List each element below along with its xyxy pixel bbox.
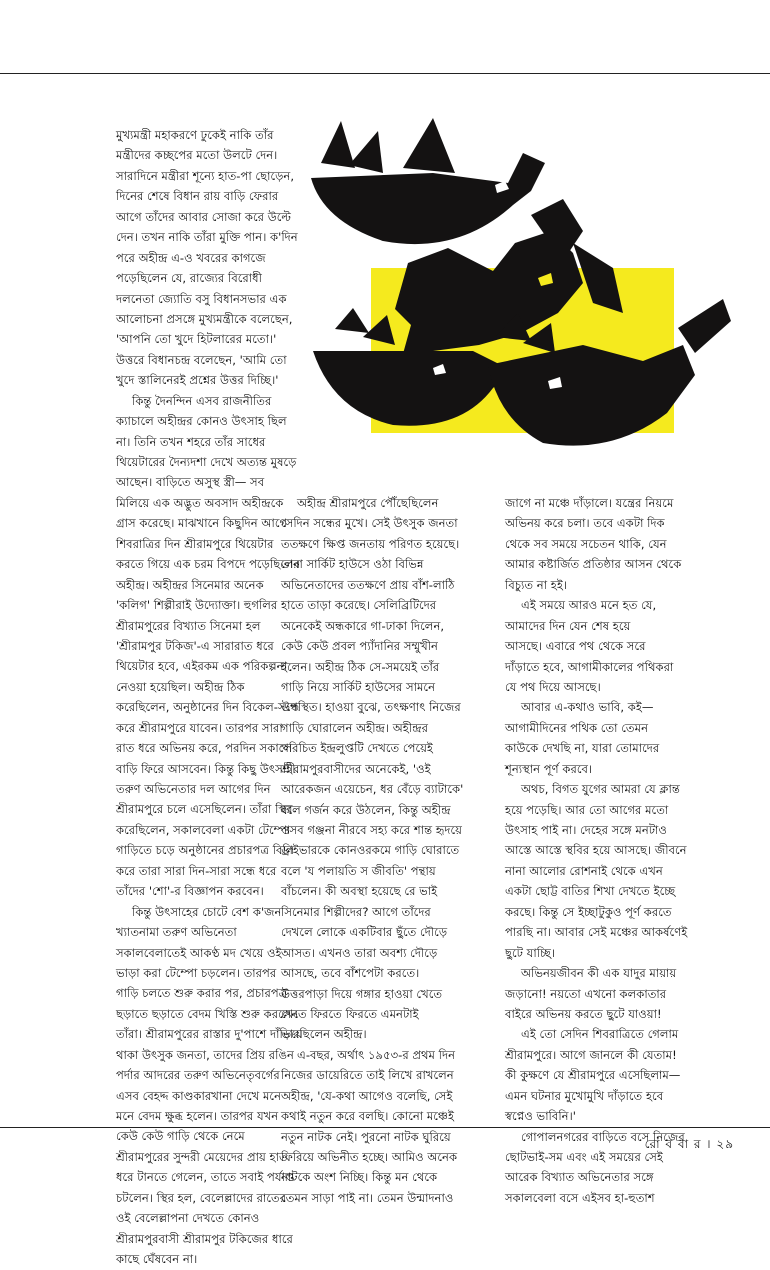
text-line: শ্রীরামপুরে। আগে জানলে কী যেতাম! <box>505 1047 677 1062</box>
text-line: অহীন্দ্র শ্রীরামপুরে পৌঁছেছিলেন <box>297 496 439 510</box>
text-line: বাঁচলেন। কী অবস্থা হয়েছে রে ভাই <box>281 884 438 899</box>
text-line: কাউকে দেখছি না, যারা তোমাদের <box>505 741 660 756</box>
text-line: কেউ কেউ প্রবল প্যাঁদানির সম্মুখীন <box>281 639 438 654</box>
footer-rule <box>0 1127 770 1128</box>
text-line: এই তো সেদিন শিবরাত্রিতে গেলাম <box>521 1027 679 1042</box>
text-line: ফিরিয়ে অভিনীত হচ্ছে। আমিও অনেক <box>281 1150 458 1164</box>
text-line: জড়ানো! নয়তো এখনো কলকাতার <box>505 986 667 1001</box>
text-line: থিয়েটার হবে, এইরকম এক পরিকল্পনা <box>116 659 287 674</box>
text-line: হলেন। অহীন্দ্র ঠিক সে-সময়েই তাঁর <box>281 659 440 674</box>
text-line: নতুন নাটক নেই। পুরনো নাটক ঘুরিয়ে <box>281 1129 451 1144</box>
text-line: ছড়াতে ছড়াতে বেদম খিস্তি শুরু করলেন <box>116 1006 299 1021</box>
text-line: করে তারা সারা দিন-সারা সন্ধে ধরে <box>116 863 277 878</box>
text-line: থেকে সব সময়ে সচেতন থাকি, যেন <box>505 536 667 551</box>
text-line: নিজের ডায়েরিতে তাই লিখে রাখলেন <box>281 1068 454 1083</box>
text-line: তাঁদের 'শো'-র বিজ্ঞাপন করবেন। <box>116 884 264 899</box>
text-line: বিচ্যুত না হই। <box>505 577 568 592</box>
text-line: অভিনয়জীবন কী এক যাদুর মায়ায় <box>521 966 677 981</box>
text-line: ভাবছিলেন অহীন্দ্র। <box>281 1027 367 1042</box>
article-column-1 <box>116 125 303 1270</box>
text-line: গোপালনগরের বাড়িতে বসে নিজের <box>521 1129 685 1144</box>
text-line: আরেক বিখ্যাত অভিনেতার সঙ্গে <box>505 1170 654 1185</box>
text-line: বাড়ি ফিরে আসবেন। কিন্তু কিছু উৎসাহী <box>116 761 296 776</box>
text-line: বলে 'য পলায়তি স জীবতি' পন্থায় <box>281 863 436 878</box>
text-line: করতে গিয়ে এক চরম বিপদে পড়েছিলেন <box>116 557 301 572</box>
text-line: গাড়ি নিয়ে সার্কিট হাউসের সামনে <box>281 679 436 694</box>
text-line: হয়ে পড়েছি। আর তো আগের মতো <box>505 802 669 817</box>
text-line: অভিনেতাদের ততক্ষণে প্রায় বাঁশ-লাঠি <box>281 577 455 592</box>
text-line: অথচ, বিগত যুগের আমরা যে ক্লান্ত <box>521 782 680 797</box>
top-bird-tail <box>403 118 455 173</box>
text-line: নাটকে অংশ নিচ্ছি। কিন্তু মন থেকে <box>281 1170 438 1185</box>
text-line: মিলিয়ে এক অদ্ভুত অবসাদ অহীন্দ্রকে <box>116 495 284 510</box>
text-line: করছে। কিন্তু সে ইচ্ছাটুকুও পূর্ণ করতে <box>505 904 672 919</box>
article-column-2 <box>281 493 499 1208</box>
text-line: করেছিলেন, অনুষ্ঠানের দিন বিকেল-সন্ধে <box>116 700 300 715</box>
text-line: আসছে। এবারে পথ থেকে সরে <box>505 639 646 654</box>
text-line: শূন্যস্থান পূর্ণ করবে। <box>505 761 593 776</box>
text-line: পারছি না। আবার সেই মঞ্চের আকর্ষণেই <box>505 925 688 940</box>
text-line: ভাড়া করা টেম্পো চড়লেন। তারপর <box>116 965 277 980</box>
text-line: কেউ কেউ গাড়ি থেকে নেমে <box>116 1129 245 1144</box>
text-line: অভিনয় করে চলা। তবে একটা দিক <box>505 516 665 531</box>
text-line: আসত। এখনও তারা অবশ্য দৌড়ে <box>281 945 438 960</box>
text-line: এই সময়ে আরও মনে হত যে, <box>521 598 657 613</box>
text-line: দাঁড়াতে হবে, আগামীকালের পথিকরা <box>505 659 674 674</box>
text-line: রাত ধরে অভিনয় করে, পরদিন সকালে <box>116 741 292 756</box>
text-line: সকালবেলাতেই আকণ্ঠ মদ খেয়ে ওই <box>116 945 282 960</box>
text-line: গাড়ি চলতে শুরু করার পর, প্রচারপত্র <box>116 986 288 1001</box>
text-line: আরেকজন এয়েচেন, ধর বেঁড়ে ব্যাটাকে' <box>281 782 464 797</box>
text-line: শ্রীরামপুরের সুন্দরী মেয়েদের প্রায় হাত <box>116 1149 288 1164</box>
text-line: গ্রাস করেছে। মাঝখানে কিছুদিন আগে <box>116 516 288 531</box>
text-line: খেতে ফিরতে ফিরতে এমনটাই <box>281 1006 419 1021</box>
text-line: খ্যাতনামা তরুণ অভিনেতা <box>116 925 237 940</box>
text-line: অহীন্দ্র, 'যে-কথা আগেও বলেছি, সেই <box>281 1088 453 1103</box>
text-line: থিয়েটারের দৈন্যদশা দেখে অত্যন্ত মুষড়ে <box>116 455 297 469</box>
text-line: মন্ত্রীদের কচ্ছপের মতো উলটে দেন। <box>116 148 278 163</box>
text-line: আলোচনা প্রসঙ্গে মুখ্যমন্ত্রীকে বলেছেন, <box>116 311 293 326</box>
text-line: বাইরে অভিনয় করতে ছুটে যাওয়া! <box>505 1006 662 1021</box>
text-line: শিবরাত্রির দিন শ্রীরামপুরে থিয়েটার <box>116 536 274 551</box>
text-line: তারা সার্কিট হাউসে ওঠা বিভিন্ন <box>281 557 424 572</box>
text-line: পরে অহীন্দ্র এ-ও খবরের কাগজে <box>116 250 266 265</box>
text-line: যে পথ দিয়ে আসছে। <box>505 679 601 694</box>
text-line: দেখলে লোকে একটিবার ছুঁতে দৌড়ে <box>281 925 448 940</box>
text-line: করেছিলেন, সকালবেলা একটা টেম্পো <box>116 822 291 837</box>
text-line: তরুণ অভিনেতার দল আগের দিন <box>116 782 271 796</box>
top-bird-wing <box>321 121 355 168</box>
text-line: নেওয়া হয়েছিল। অহীন্দ্র ঠিক <box>116 679 245 694</box>
text-line: গাড়িতে চড়ে অনুষ্ঠানের প্রচারপত্র বিলি <box>116 843 295 858</box>
text-line: গাড়ি ঘোরালেন অহীন্দ্র। অহীন্দ্রর <box>281 720 428 735</box>
text-line: জাগে না মঞ্চে দাঁড়ালে। যন্ত্রের নিয়মে <box>505 496 674 510</box>
text-line: হাতে তাড়া করেছে। সেলিব্রিটিদের <box>281 598 437 613</box>
text-line: কী কুক্ষণে যে শ্রীরামপুরে এসেছিলাম— <box>505 1068 681 1083</box>
text-line: শ্রীরামপুরবাসীদের অনেকেই, 'ওই <box>281 761 431 776</box>
text-line: উপস্থিত। হাওয়া বুঝে, তৎক্ষণাৎ নিজের <box>281 700 461 715</box>
text-line: কিন্তু উৎসাহের চোটে বেশ ক'জন <box>132 904 282 919</box>
article-column-3 <box>505 493 737 1208</box>
text-line: ততক্ষণে ক্ষিপ্ত জনতায় পরিণত হয়েছে। <box>281 536 460 551</box>
text-line: অহীন্দ্র। অহীন্দ্রর সিনেমার অনেক <box>116 577 264 592</box>
text-line: আমাদের দিন যেন শেষ হয়ে <box>505 618 631 633</box>
text-line: ওই বেলেল্লাপনা দেখতে কোনও <box>116 1211 260 1226</box>
text-line: দলনেতা জ্যোতি বসু বিধানসভার এক <box>116 291 287 306</box>
text-line: আসছে, তবে বাঁশপেটা করতে। <box>281 966 420 981</box>
lower-right-bird-tail <box>678 299 731 353</box>
text-line: উৎসাহ পাই না। দেহের সঙ্গে মনটাও <box>505 823 667 837</box>
text-line: আস্তে আস্তে স্থবির হয়ে আসছে। জীবনে <box>505 843 687 858</box>
text-line: এ-বছর, অর্থাৎ ১৯৫৩-র প্রথম দিন <box>297 1047 455 1062</box>
text-line: পড়েছিলেন যে, রাজ্যের বিরোধী <box>116 271 262 286</box>
text-line: সকালবেলা বসে এইসব হা-হুতাশ <box>505 1190 655 1205</box>
text-line: একটা ছোট্ট বাতির শিখা দেখতে ইচ্ছে <box>505 884 676 899</box>
text-line: উত্তরে বিধানচন্দ্র বলেছেন, 'আমি তো <box>116 352 287 367</box>
text-line: 'কলিগ' শিল্পীরাই উদ্যোক্তা। হুগলির <box>116 598 278 613</box>
text-line: করে শ্রীরামপুরে যাবেন। তারপর সারা <box>116 720 283 735</box>
text-line: মনে বেদম ক্ষুব্ধ হলেন। তারপর যখন <box>116 1109 279 1123</box>
text-line: তেমন সাড়া পাই না। তেমন উন্মাদনাও <box>281 1190 454 1205</box>
text-line: থাকা উৎসুক জনতা, তাদের প্রিয় রঙিন <box>116 1047 294 1062</box>
text-line: কাছে ঘেঁষবেন না। <box>116 1252 198 1267</box>
text-line: আগে তাঁদের আবার সোজা করে উল্টে <box>116 209 292 224</box>
text-line: অনেকেই অন্ধকারে গা-ঢাকা দিলেন, <box>281 618 445 633</box>
text-line: ছুটে যাচ্ছি। <box>505 945 556 960</box>
text-line: ছোটভাই-সম এবং এই সময়ের সেই <box>505 1150 663 1164</box>
text-line: উত্তরপাড়া দিয়ে গঙ্গার হাওয়া খেতে <box>281 986 443 1001</box>
text-line: ধরে টানতে গেলেন, তাতে সবাই পর্যাপ্ত <box>116 1170 295 1185</box>
text-line: শ্রীরামপুরের বিখ্যাত সিনেমা হল <box>116 618 261 633</box>
text-line: ক্যাচালে অহীন্দ্রর কোনও উৎসাহ ছিল <box>116 414 287 429</box>
text-line: ওসব গঞ্জনা নীরবে সহ্য করে শান্ত হৃদয়ে <box>281 823 462 837</box>
text-line: দেন। তখন নাকি তাঁরা মুক্তি পান। ক'দিন <box>116 230 298 245</box>
text-line: আছেন। বাড়িতে অসুস্থ স্ত্রী— সব <box>116 475 265 490</box>
text-line: কথাই নতুন করে বলছি। কোনো মঞ্চেই <box>281 1109 455 1124</box>
text-line: আমার কষ্টার্জিত প্রতিষ্ঠার আসন থেকে <box>505 557 682 572</box>
text-line: পর্দার আদরের তরুণ অভিনেতৃবর্গের <box>116 1068 280 1083</box>
header-rule <box>0 73 770 74</box>
bird-illustration <box>283 113 739 483</box>
text-line: এমন ঘটনার মুখোমুখি দাঁড়াতে হবে <box>505 1088 664 1103</box>
text-line: নানা আলোর রোশনাই থেকে এখন <box>505 863 663 878</box>
text-line: সারাদিনে মন্ত্রীরা শূন্যে হাত-পা ছোড়েন, <box>116 168 295 183</box>
text-line: কিন্তু দৈনন্দিন এসব রাজনীতির <box>132 393 272 408</box>
text-line: 'শ্রীরামপুর টকিজ'-এ সারারাত ধরে <box>116 638 274 653</box>
text-line: শ্রীরামপুরবাসী শ্রীরামপুর টকিজের ধারে <box>116 1231 293 1246</box>
text-line: খুদে স্তালিনেরই প্রশ্নের উত্তর দিচ্ছি।' <box>116 373 279 388</box>
text-line: না। তিনি তখন শহরে তাঁর সাধের <box>116 434 266 449</box>
text-line: বলে গর্জন করে উঠলেন, কিন্তু অহীন্দ্র <box>281 802 451 817</box>
text-line: আগামীদিনের পথিক তো তেমন <box>505 720 648 735</box>
lower-left-bird-crest <box>335 308 369 333</box>
text-line: মুখ্যমন্ত্রী মহাকরণে ঢুকেই নাকি তাঁর <box>116 128 274 142</box>
text-line: 'আপনি তো খুদে হিটলারের মতো।' <box>116 332 277 347</box>
text-line: স্বপ্নেও ভাবিনি।' <box>505 1109 576 1124</box>
text-line: তাঁরা। শ্রীরামপুরের রাস্তার দু'পাশে দাঁড়িয়ে <box>116 1027 303 1042</box>
text-line: সিনেমার শিল্পীদের? আগে তাঁদের <box>281 904 431 919</box>
text-line: এসব বেহদ্দ কাণ্ডকারখানা দেখে মনে <box>116 1088 281 1103</box>
page-folio: রো ব বা র । ২৯ <box>644 1137 734 1151</box>
text-line: পরিচিত ইন্দ্রলুপ্তটি দেখতে পেয়েই <box>281 741 433 756</box>
text-line: সেদিন সন্ধের মুখে। সেই উৎসুক জনতা <box>281 516 458 531</box>
text-line: চটলেন। স্থির হল, বেলেল্লাদের রাতের <box>116 1190 287 1205</box>
text-line: শ্রীরামপুরে চলে এসেছিলেন। তাঁরা স্থির <box>116 802 293 817</box>
text-line: আবার এ-কথাও ভাবি, কই— <box>521 700 654 715</box>
text-line: দিনের শেষে বিধান রায় বাড়ি ফেরার <box>116 189 279 204</box>
text-line: ড্রাইভারকে কোনওরকমে গাড়ি ঘোরাতে <box>281 843 460 858</box>
